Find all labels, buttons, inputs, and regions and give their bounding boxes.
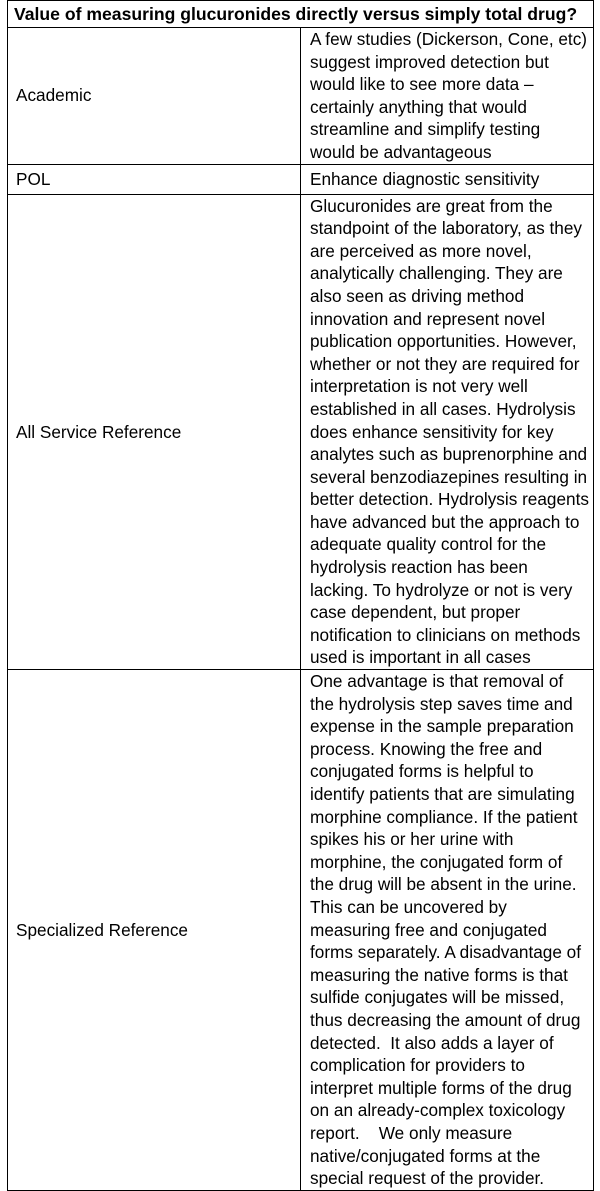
row-label-academic: Academic bbox=[8, 28, 301, 165]
table-row bbox=[8, 194, 594, 669]
row-text-all-service-reference: Glucuronides are great from the standpoint of the laboratory, as they are perceived as more novel, analytically challenging. They are also seen as driving method innovation and represent novel publication opportunities. However, whether or not they are required for interpretation is not very well established in all cases. Hydrolysis does enhance sensitivity for key analytes such as buprenorphine and several benzodiazepines resulting in better detection. Hydrolysis reagents have advanced but the approach to adequate quality control for the hydrolysis reaction has been lacking. To hydrolyze or not is very case dependent, but proper notification to clinicians on methods used is important in all cases bbox=[301, 194, 594, 669]
table-row bbox=[8, 28, 594, 165]
row-text-academic: A few studies (Dickerson, Cone, etc) suggest improved detection but would like to see more data – certainly anything that would streamline and simplify testing would be advantageous bbox=[301, 28, 594, 165]
row-label-pol: POL bbox=[8, 164, 301, 194]
table-title-row bbox=[8, 1, 594, 28]
comparison-table bbox=[7, 0, 594, 1191]
row-label-all-service-reference: All Service Reference bbox=[8, 194, 301, 669]
table-title: Value of measuring glucuronides directly versus simply total drug? bbox=[8, 1, 594, 28]
row-text-specialized-reference: One advantage is that removal of the hydrolysis step saves time and expense in the sample preparation process. Knowing the free and conjugated forms is helpful to identify patients that are simulating morphine compliance. If the patient spikes his or her urine with morphine, the conjugated form of the drug will be absent in the urine. This can be uncovered by measuring free and conjugated forms separately. A disadvantage of measuring the native forms is that sulfide conjugates will be missed, thus decreasing the amount of drug detected. It also adds a layer of complication for providers to interpret multiple forms of the drug on an already-complex toxicology report. We only measure native/conjugated forms at the special request of the provider. bbox=[301, 670, 594, 1191]
row-label-specialized-reference: Specialized Reference bbox=[8, 670, 301, 1191]
row-text-pol: Enhance diagnostic sensitivity bbox=[301, 164, 594, 194]
table-row bbox=[8, 670, 594, 1191]
table-row bbox=[8, 164, 594, 194]
